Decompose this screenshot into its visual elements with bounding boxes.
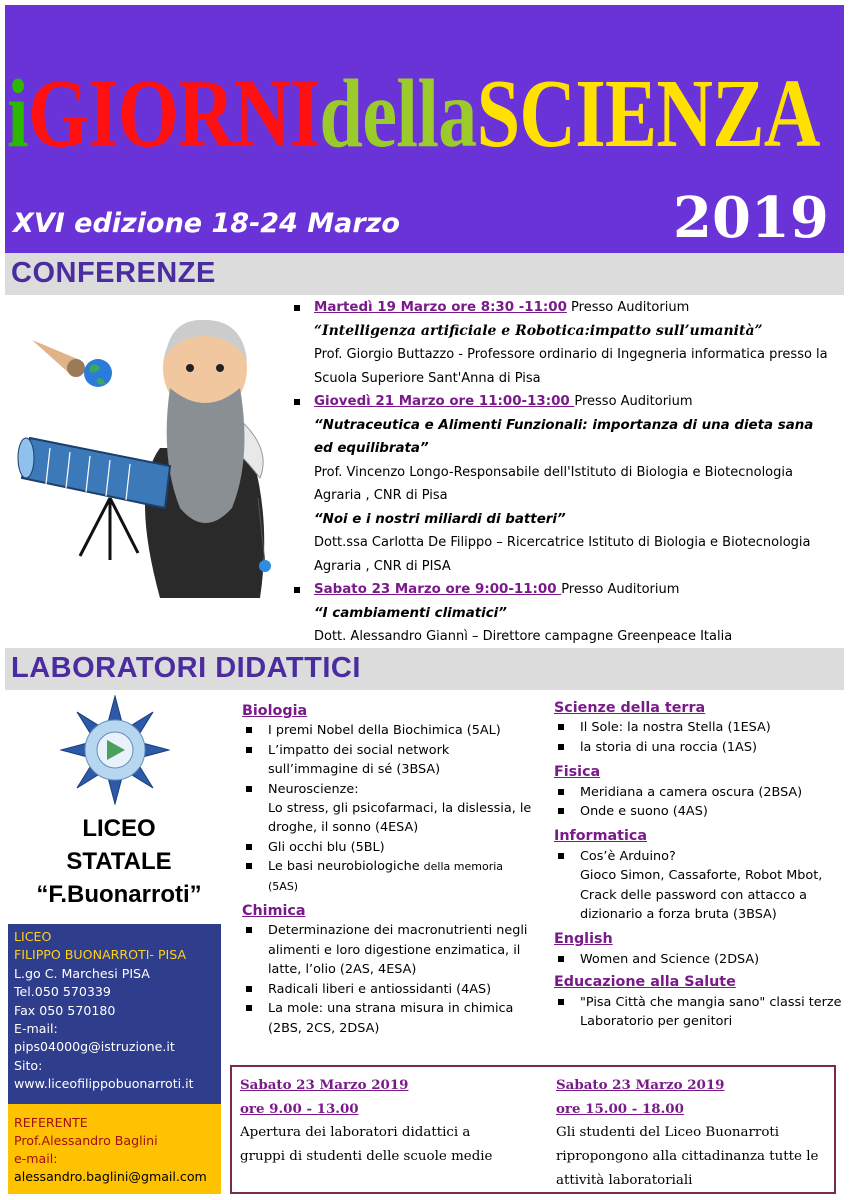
list-item: Determinazione dei macronutrienti negli alimenti e loro digestione enzimatica, il latte, l’olio (2AS, 4ESA) (242, 921, 534, 979)
list-item: Gli occhi blu (5BL) (242, 838, 534, 857)
talk-speaker: Dott.ssa Carlotta De Filippo – Ricercatrice Istituto di Biologia e Biotecnologia Agraria , CNR di PISA (314, 535, 811, 574)
lab-head-fisica: Fisica (554, 764, 601, 781)
referent-name: Prof.Alessandro Baglini (14, 1133, 158, 1148)
contact-website: www.liceofilippobuonarroti.it (14, 1076, 194, 1092)
talk-title: “Nutraceutica e Alimenti Funzionali: importanza di una dieta sana ed equilibrata” (314, 417, 814, 456)
referent-line: e-mail: (14, 1151, 58, 1166)
talk-title: “I cambiamenti climatici” (314, 605, 507, 621)
event-description: Apertura dei laboratori didattici a gruppi di studenti delle scuole medie (240, 1125, 493, 1164)
event-time: ore 9.00 - 13.00 (240, 1101, 359, 1117)
pendulum-icon (259, 560, 271, 572)
lab-head-informatica: Informatica (554, 828, 647, 845)
contact-line: Sito: (14, 1057, 43, 1073)
talk-title: “Noi e i nostri miliardi di batteri” (314, 511, 566, 527)
conference-venue: Presso Auditorium (566, 300, 690, 315)
contact-line: FILIPPO BUONARROTI- PISA (14, 947, 187, 963)
conference-venue: Presso Auditorium (574, 394, 693, 409)
event-description: Gli studenti del Liceo Buonarroti ripropongono alla cittadinanza tutte le attività laboratoriali (556, 1125, 819, 1188)
contact-phone: Tel.050 570339 (14, 984, 111, 1000)
event-date: Sabato 23 Marzo 2019 (556, 1077, 725, 1093)
labs-column-right (554, 697, 844, 1032)
school-logo (60, 695, 170, 805)
contact-line: LICEO (14, 929, 52, 944)
list-item: Women and Science (2DSA) (554, 950, 844, 969)
list-item: Neuroscienze: Lo stress, gli psicofarmaci, la dislessia, le droghe, il sonno (4ESA) (242, 780, 534, 838)
list-item: Le basi neurobiologiche della memoria (5AS) (242, 857, 534, 896)
open-lab-afternoon (556, 1073, 836, 1193)
conference-item (290, 390, 830, 578)
list-item: L’impatto dei social network sull’immagine di sé (3BSA) (242, 741, 534, 780)
earth-icon (84, 359, 112, 387)
list-item: Meridiana a camera oscura (2BSA) (554, 783, 844, 802)
talk-speaker: Prof. Vincenzo Longo-Responsabile dell'Istituto di Biologia e Biotecnologia Agraria , CNR di Pisa (314, 464, 793, 503)
talk-speaker: Prof. Giorgio Buttazzo - Professore ordinario di Ingegneria informatica presso la Scuola Superiore Sant'Anna di Pisa (314, 347, 828, 386)
telescope-icon (18, 438, 170, 508)
labs-bar (5, 648, 844, 690)
school-name (0, 812, 238, 911)
labs-column-left (242, 700, 534, 1038)
title-part-giorni: GIORNI (27, 60, 320, 168)
contact-fax: Fax 050 570180 (14, 1002, 116, 1018)
conference-date: Martedì 19 Marzo ore 8:30 -11:00 (314, 300, 567, 315)
list-item: la storia di una roccia (1AS) (554, 738, 844, 757)
comet-icon (32, 340, 85, 377)
conferences-bar (5, 253, 844, 295)
list-item: La mole: una strana misura in chimica (2BS, 2CS, 2DSA) (242, 999, 534, 1038)
open-lab-morning (240, 1073, 510, 1169)
conference-date: Sabato 23 Marzo ore 9:00-11:00 (314, 582, 562, 597)
year: 2019 (673, 185, 829, 251)
title-part-scienza: SCIENZA (476, 60, 820, 168)
lab-head-chimica: Chimica (242, 903, 306, 920)
conference-date: Giovedì 21 Marzo ore 11:00-13:00 (314, 394, 575, 409)
list-item: I premi Nobel della Biochimica (5AL) (242, 721, 534, 740)
referent-email: alessandro.baglini@gmail.com (14, 1169, 207, 1184)
referent-box (8, 1104, 221, 1194)
lab-head-terra: Scienze della terra (554, 700, 706, 716)
referent-line: REFERENTE (14, 1115, 88, 1130)
conference-venue: Presso Auditorium (561, 582, 680, 597)
title-part-della: della (319, 60, 477, 168)
contact-email: pips04000g@istruzione.it (14, 1039, 175, 1055)
list-item: Onde e suono (4AS) (554, 802, 844, 821)
conference-item (290, 578, 830, 649)
lab-head-salute: Educazione alla Salute (554, 974, 736, 991)
list-item: Il Sole: la nostra Stella (1ESA) (554, 718, 844, 737)
event-date: Sabato 23 Marzo 2019 (240, 1077, 409, 1093)
list-item: "Pisa Città che mangia sano" classi terze Laboratorio per genitori (554, 993, 844, 1032)
school-name-line: STATALE (66, 848, 172, 875)
open-lab-box (230, 1065, 836, 1194)
conference-list (290, 296, 830, 649)
talk-title: “Intelligenza artificiale e Robotica:impatto sull’umanità” (314, 322, 763, 339)
edition-dates: XVI edizione 18-24 Marzo (13, 208, 400, 239)
list-item: Cos’è Arduino? Gioco Simon, Cassaforte, Robot Mbot, Crack delle password con attacco a dizionario a forza bruta (3BSA) (554, 847, 844, 925)
school-name-line: “F.Buonarroti” (36, 881, 202, 908)
labs-heading: LABORATORI DIDATTICI (11, 652, 361, 684)
school-contact-box (8, 924, 221, 1104)
lab-head-english: English (554, 931, 613, 948)
event-time: ore 15.00 - 18.00 (556, 1101, 684, 1117)
poster-title (7, 60, 820, 168)
school-name-line: LICEO (82, 815, 156, 842)
title-part-i: i (7, 60, 28, 168)
conference-item (290, 296, 830, 390)
list-item: Radicali liberi e antiossidanti (4AS) (242, 980, 534, 999)
lab-head-biologia: Biologia (242, 703, 308, 719)
conferences-heading: CONFERENZE (11, 257, 216, 289)
contact-address: L.go C. Marchesi PISA (14, 965, 150, 981)
galileo-illustration (10, 298, 290, 598)
tripod-icon (80, 498, 138, 560)
poster-header (5, 5, 844, 253)
talk-speaker: Dott. Alessandro Giannì – Direttore campagne Greenpeace Italia (314, 629, 733, 644)
contact-line: E-mail: (14, 1021, 58, 1037)
